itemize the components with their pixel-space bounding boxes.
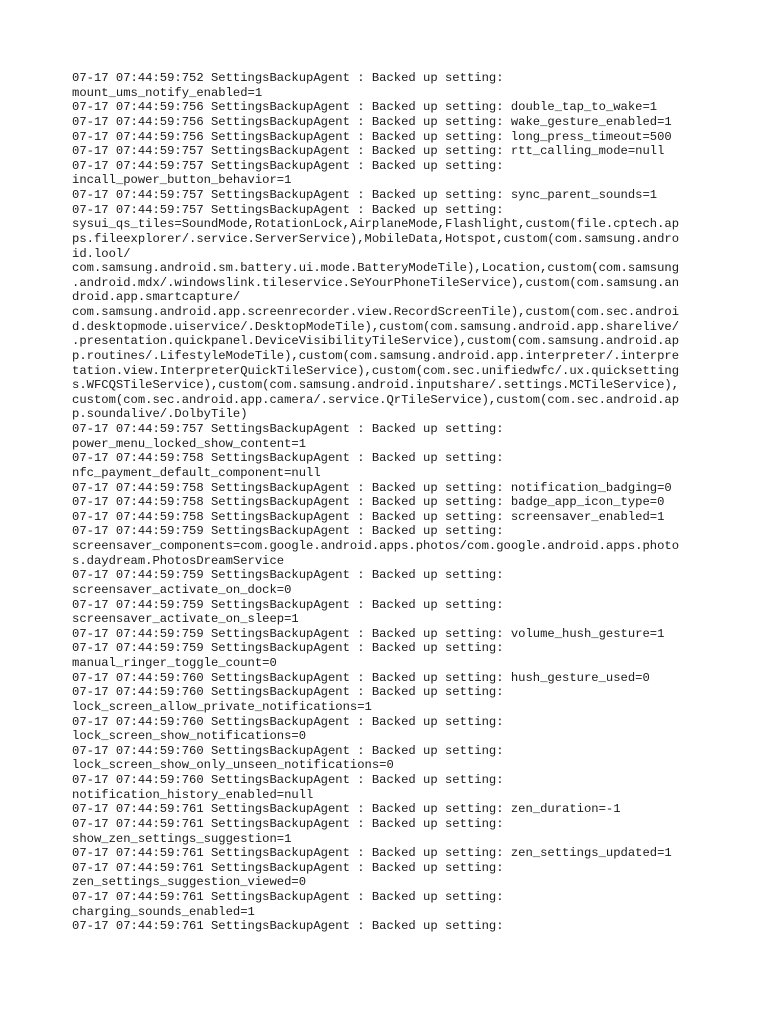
log-line: 07-17 07:44:59:757 SettingsBackupAgent : Backed up setting: (72, 202, 504, 217)
log-line: com.samsung.android.app.screenrecorder.view.RecordScreenTile),custom(com.sec.androi (72, 305, 680, 319)
log-line: 07-17 07:44:59:758 SettingsBackupAgent : Backed up setting: screensaver_enabled=1 (72, 509, 665, 524)
log-line: 07-17 07:44:59:757 SettingsBackupAgent : Backed up setting: (72, 422, 504, 436)
log-line: p.routines/.LifestyleModeTile),custom(com.samsung.android.app.interpreter/.interpre (72, 348, 680, 363)
log-line: incall_power_button_behavior=1 (72, 173, 292, 188)
log-line: charging_sounds_enabled=1 (72, 904, 255, 919)
log-line: 07-17 07:44:59:752 SettingsBackupAgent : Backed up setting: (72, 71, 504, 85)
log-line: screensaver_activate_on_sleep=1 (72, 612, 299, 627)
log-line: tation.view.InterpreterQuickTileService),custom(com.sec.unifiedwfc/.ux.quicksetting (72, 363, 680, 378)
log-line: custom(com.sec.android.app.camera/.service.QrTileService),custom(com.sec.android.ap (72, 392, 680, 407)
log-line: 07-17 07:44:59:761 SettingsBackupAgent : Backed up setting: (72, 890, 504, 904)
log-line: 07-17 07:44:59:756 SettingsBackupAgent : Backed up setting: long_press_timeout=500 (72, 129, 672, 144)
log-text-body (72, 71, 712, 934)
log-line: s.WFCQSTileService),custom(com.samsung.android.inputshare/.settings.MCTileService), (72, 378, 680, 393)
log-line: id.lool/ (72, 246, 131, 261)
log-line: 07-17 07:44:59:761 SettingsBackupAgent : Backed up setting: zen_duration=-1 (72, 802, 621, 817)
log-line: sysui_qs_tiles=SoundMode,RotationLock,AirplaneMode,Flashlight,custom(file.cptech.ap (72, 217, 680, 232)
log-line: 07-17 07:44:59:760 SettingsBackupAgent : Backed up setting: (72, 685, 504, 700)
log-line: lock_screen_show_notifications=0 (72, 729, 307, 744)
log-line: p.soundalive/.DolbyTile) (72, 407, 248, 422)
log-line: manual_ringer_toggle_count=0 (72, 656, 277, 670)
log-line: 07-17 07:44:59:759 SettingsBackupAgent : Backed up setting: (72, 641, 504, 656)
log-line: 07-17 07:44:59:761 SettingsBackupAgent : Backed up setting: (72, 860, 504, 875)
log-line: 07-17 07:44:59:758 SettingsBackupAgent : Backed up setting: (72, 451, 504, 466)
log-line: 07-17 07:44:59:760 SettingsBackupAgent : Backed up setting: (72, 743, 504, 758)
log-line: com.samsung.android.sm.battery.ui.mode.BatteryModeTile),Location,custom(com.samsung (72, 261, 680, 276)
log-line: 07-17 07:44:59:757 SettingsBackupAgent : Backed up setting: (72, 158, 504, 173)
log-line: show_zen_settings_suggestion=1 (72, 831, 292, 846)
log-line: 07-17 07:44:59:760 SettingsBackupAgent : Backed up setting: hush_gesture_used=0 (72, 670, 650, 685)
log-line: zen_settings_suggestion_viewed=0 (72, 875, 307, 890)
log-line: 07-17 07:44:59:760 SettingsBackupAgent : Backed up setting: (72, 773, 504, 787)
log-line: mount_ums_notify_enabled=1 (72, 85, 263, 100)
log-line: .presentation.quickpanel.DeviceVisibilityTileService),custom(com.samsung.android.ap (72, 334, 680, 349)
log-line: screensaver_components=com.google.android.apps.photos/com.google.android.apps.photo (72, 539, 680, 553)
log-line: 07-17 07:44:59:759 SettingsBackupAgent : Backed up setting: volume_hush_gesture=1 (72, 626, 665, 641)
log-line: notification_history_enabled=null (72, 787, 314, 802)
log-line: lock_screen_show_only_unseen_notifications=0 (72, 758, 394, 773)
log-line: screensaver_activate_on_dock=0 (72, 582, 292, 597)
log-line: 07-17 07:44:59:760 SettingsBackupAgent : Backed up setting: (72, 714, 504, 729)
log-line: ps.fileexplorer/.service.ServerService),MobileData,Hotspot,custom(com.samsung.andro (72, 231, 680, 246)
log-document (72, 71, 712, 934)
log-line: 07-17 07:44:59:756 SettingsBackupAgent : Backed up setting: double_tap_to_wake=1 (72, 100, 658, 115)
log-line: 07-17 07:44:59:757 SettingsBackupAgent : Backed up setting: rtt_calling_mode=null (72, 144, 665, 159)
log-line: lock_screen_allow_private_notifications=1 (72, 699, 372, 714)
log-line: .android.mdx/.windowslink.tileservice.SeYourPhoneTileService),custom(com.samsung.an (72, 275, 680, 290)
log-line: nfc_payment_default_component=null (72, 465, 321, 480)
log-line: 07-17 07:44:59:761 SettingsBackupAgent : Backed up setting: zen_settings_updated=1 (72, 846, 672, 861)
log-line: 07-17 07:44:59:761 SettingsBackupAgent : Backed up setting: (72, 816, 504, 831)
log-line: power_menu_locked_show_content=1 (72, 436, 307, 451)
log-line: 07-17 07:44:59:759 SettingsBackupAgent : Backed up setting: (72, 524, 504, 539)
log-line: d.desktopmode.uiservice/.DesktopModeTile),custom(com.samsung.android.app.sharelive/ (72, 319, 680, 334)
log-line: 07-17 07:44:59:759 SettingsBackupAgent : Backed up setting: (72, 568, 504, 583)
log-line: 07-17 07:44:59:757 SettingsBackupAgent : Backed up setting: sync_parent_sounds=1 (72, 188, 658, 202)
log-line: droid.app.smartcapture/ (72, 290, 241, 305)
log-line: 07-17 07:44:59:758 SettingsBackupAgent : Backed up setting: notification_badging=0 (72, 480, 672, 495)
log-line: 07-17 07:44:59:758 SettingsBackupAgent : Backed up setting: badge_app_icon_type=0 (72, 495, 665, 510)
log-line: 07-17 07:44:59:761 SettingsBackupAgent : Backed up setting: (72, 919, 504, 934)
log-line: s.daydream.PhotosDreamService (72, 553, 285, 568)
log-line: 07-17 07:44:59:756 SettingsBackupAgent : Backed up setting: wake_gesture_enabled=1 (72, 114, 672, 129)
log-line: 07-17 07:44:59:759 SettingsBackupAgent : Backed up setting: (72, 597, 504, 612)
